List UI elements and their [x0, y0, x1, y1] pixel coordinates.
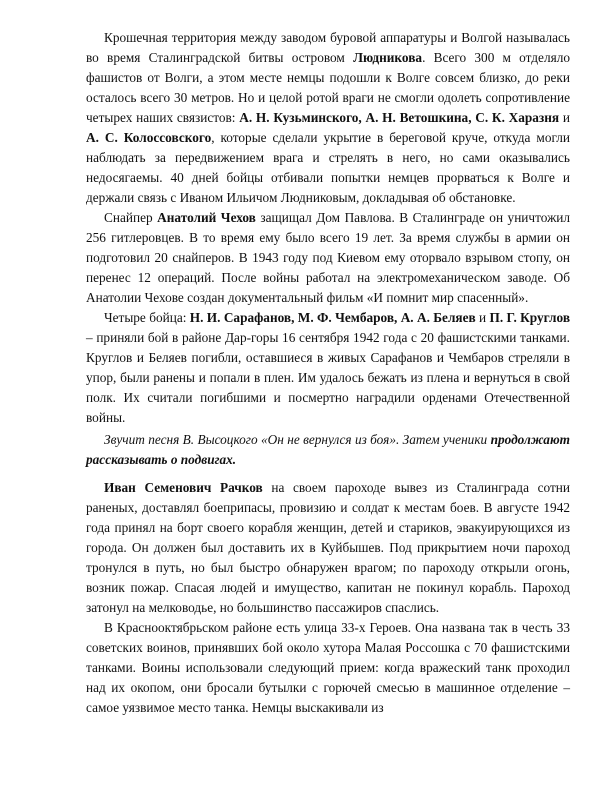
text-run: Снайпер [104, 210, 158, 225]
bold-name: Иван Семенович Рачков [104, 480, 263, 495]
text-run: Звучит песня В. Высоцкого «Он не вернулся из боя». Затем ученики [104, 432, 491, 447]
stage-direction-note [86, 430, 570, 470]
bold-name: Анатолий Чехов [157, 210, 256, 225]
text-run: В Краснооктябрьском районе есть улица 33-х Героев. Она названа так в честь 33 советских воинов, принявших бой около хутора Малая Россошка с 70 фашистскими танками. Воины использовали следующий прием: когда вражеский танк проходил над их окопом, они бросали бутылки с горючей смесью в машинное отделение – самое уязвимое место танка. Немцы выскакивали из [86, 620, 570, 715]
paragraph-ludnikov-island [86, 28, 570, 208]
text-run: и [559, 110, 570, 125]
text-run: Крошечная территория между заводом буровой аппаратуры и Волгой называлась во время Сталинградской битвы островом [86, 30, 570, 65]
bold-italic-run: продолжают рассказывать о подвигах. [86, 432, 570, 467]
text-run: Четыре бойца: [104, 310, 190, 325]
text-run: на своем пароходе вывез из Сталинграда сотни раненых, доставлял боеприпасы, провизию и солдат к местам боев. В августе 1942 года принял на борт своего корабля женщин, детей и стариков, эвакуирующихся из города. Он должен был доставить их в Куйбышев. Под прикрытием ночи пароход тронулся в путь, но был быстро обнаружен врагом; по пароходу открыли огонь, возник пожар. Спасая людей и имущество, капитан не покинул корабль. Пароход затонул на мелководье, но большинство пассажиров спаслись. [86, 480, 570, 615]
paragraph-four-fighters [86, 308, 570, 428]
document-page [86, 28, 570, 718]
paragraph-rachkov [86, 478, 570, 618]
bold-name: А. С. Колоссовского [86, 130, 212, 145]
paragraph-33-heroes [86, 618, 570, 718]
bold-name: П. Г. Круглов [489, 310, 570, 325]
text-run: защищал Дом Павлова. В Сталинграде он уничтожил 256 гитлеровцев. В то время ему было всего 19 лет. За время службы в армии он подготовил 20 снайперов. В 1943 году под Киевом ему оторвало взрывом стопу, он перенес 12 операций. После войны работал на электромеханическом заводе. Об Анатолии Чехове создан документальный фильм «И помнит мир спасенный». [86, 210, 571, 305]
paragraph-sniper-chekhov [86, 208, 570, 308]
bold-name: Н. И. Сарафанов, М. Ф. Чембаров, А. А. Беляев [189, 310, 476, 325]
bold-name: Людникова [353, 50, 423, 65]
text-run: , которые сделали укрытие в береговой круче, откуда могли наблюдать за передвижением врага и стрелять в него, но сами оказывались недосягаемы. 40 дней бойцы отбивали попытки немцев прорваться к Волге и держали связь с Иваном Ильичом Людниковым, докладывая об обстановке. [86, 130, 570, 205]
bold-name: А. Н. Кузьминского, А. Н. Ветошкина, С. К. Харазня [239, 110, 560, 125]
text-run: – приняли бой в районе Дар-горы 16 сентября 1942 года с 20 фашистскими танками. Круглов и Беляев погибли, оставшиеся в живых Сарафанов и Чембаров стреляли в упор, были ранены и попали в плен. Им удалось бежать из плена и вернуться в свой полк. Их считали погибшими и посмертно наградили орденами Отечественной войны. [86, 330, 570, 425]
text-run: и [475, 310, 490, 325]
text-run: . Всего 300 м отделяло фашистов от Волги, а этом месте немцы подошли к Волге совсем близко, до реки осталось всего 30 метров. Но и целой ротой враги не смогли одолеть сопротивление четырех наших связистов: [86, 50, 570, 125]
